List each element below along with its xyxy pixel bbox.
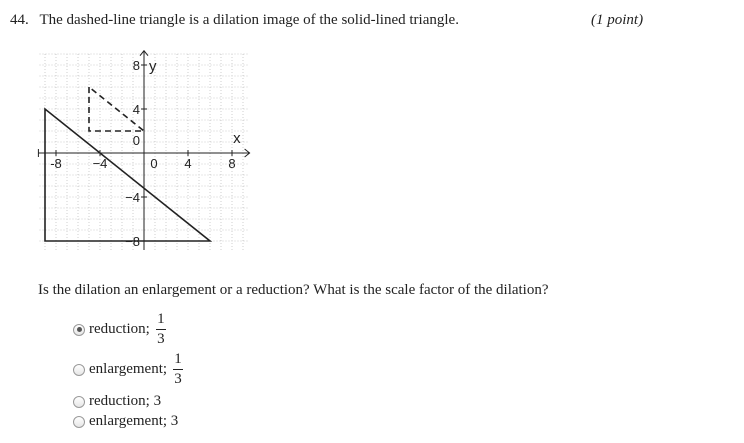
radio-button[interactable] (73, 364, 85, 376)
x-tick-label: 8 (228, 156, 236, 171)
radio-button-selected[interactable] (73, 324, 85, 336)
option-enlargement-one-third[interactable] (73, 352, 183, 387)
question-points: (1 point) (591, 12, 644, 28)
option-label: enlargement; (89, 361, 168, 377)
option-label: reduction; 3 (89, 393, 162, 409)
option-label: enlargement; 3 (89, 413, 179, 429)
option-reduction-three[interactable] (73, 393, 161, 410)
x-tick-label: 0 (150, 156, 158, 171)
x-tick-label: 4 (184, 156, 192, 171)
y-tick-label: 8 (132, 58, 140, 73)
x-tick-label: -8 (50, 156, 62, 171)
coordinate-graph (34, 50, 256, 250)
x-axis-label: x (233, 130, 241, 147)
fraction (173, 352, 183, 387)
option-label: reduction; (89, 321, 150, 337)
question-number: 44. (10, 12, 29, 28)
y-axis-label: y (149, 58, 157, 75)
fraction-numerator: 1 (174, 351, 182, 367)
fraction (156, 312, 166, 347)
fraction-denominator: 3 (174, 371, 182, 387)
y-tick-label: 0 (132, 133, 140, 148)
x-tick-label: −4 (92, 156, 108, 171)
option-reduction-one-third[interactable] (73, 312, 166, 347)
fraction-numerator: 1 (157, 311, 165, 327)
radio-button[interactable] (73, 396, 85, 408)
radio-button[interactable] (73, 416, 85, 428)
question-text: The dashed-line triangle is a dilation image of the solid-lined triangle. (39, 12, 459, 28)
y-tick-label: −8 (125, 234, 140, 249)
question-line (10, 12, 459, 29)
question-prompt: Is the dilation an enlargement or a reduction? What is the scale factor of the dilation? (38, 282, 549, 298)
option-enlargement-three[interactable] (73, 413, 178, 430)
fraction-denominator: 3 (157, 331, 165, 347)
y-tick-label: −4 (125, 190, 140, 205)
y-tick-label: 4 (132, 102, 140, 117)
